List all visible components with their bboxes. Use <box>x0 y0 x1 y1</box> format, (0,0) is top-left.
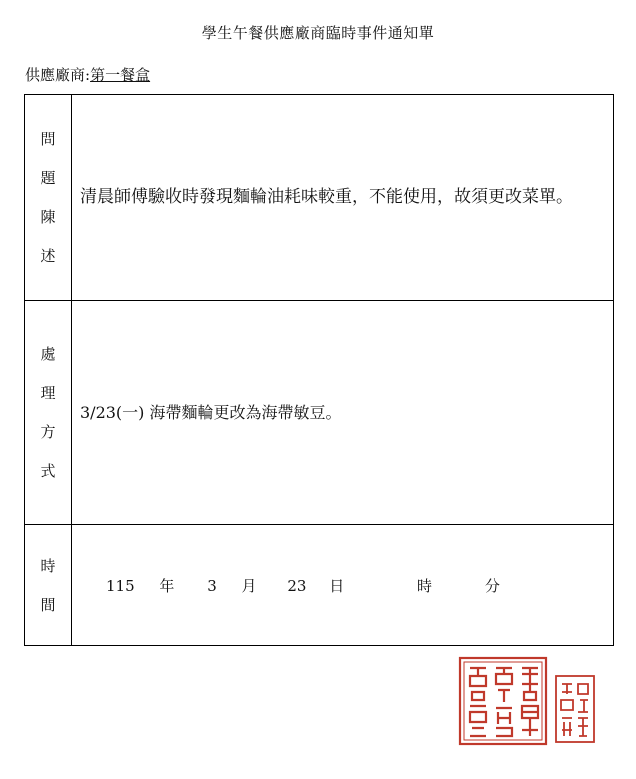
day-unit: 日 <box>329 576 345 595</box>
vendor-label: 供應廠商: <box>25 66 91 84</box>
notice-form-table <box>24 94 614 646</box>
vendor-name: 第一餐盒 <box>90 66 151 84</box>
hour-unit: 時 <box>417 576 433 595</box>
time-label: 時 間 <box>40 556 56 614</box>
year-unit: 年 <box>159 576 175 595</box>
company-seals <box>458 656 598 746</box>
day-value: 23 <box>287 576 307 595</box>
month-unit: 月 <box>241 576 257 595</box>
problem-label-cell <box>25 95 72 301</box>
handling-row <box>25 301 614 525</box>
minute-unit: 分 <box>484 576 500 595</box>
handling-label: 處 理 方 式 <box>40 345 56 480</box>
problem-label: 問 題 陳 述 <box>40 130 56 265</box>
vendor-line <box>25 64 150 85</box>
problem-description: 清晨師傅驗收時發現麵輪油耗味較重，不能使用，故須更改菜單。 <box>72 95 614 301</box>
time-label-cell <box>25 525 72 646</box>
handling-label-cell <box>25 301 72 525</box>
document-title: 學生午餐供應廠商臨時事件通知單 <box>201 24 435 42</box>
problem-row <box>25 95 614 301</box>
seal-stamp-icon <box>458 656 598 746</box>
handling-description: 3/23(一) 海帶麵輪更改為海帶敏豆。 <box>72 301 614 525</box>
year-value: 115 <box>106 576 135 595</box>
time-value <box>72 525 614 646</box>
time-row <box>25 525 614 646</box>
month-value: 3 <box>207 576 217 595</box>
